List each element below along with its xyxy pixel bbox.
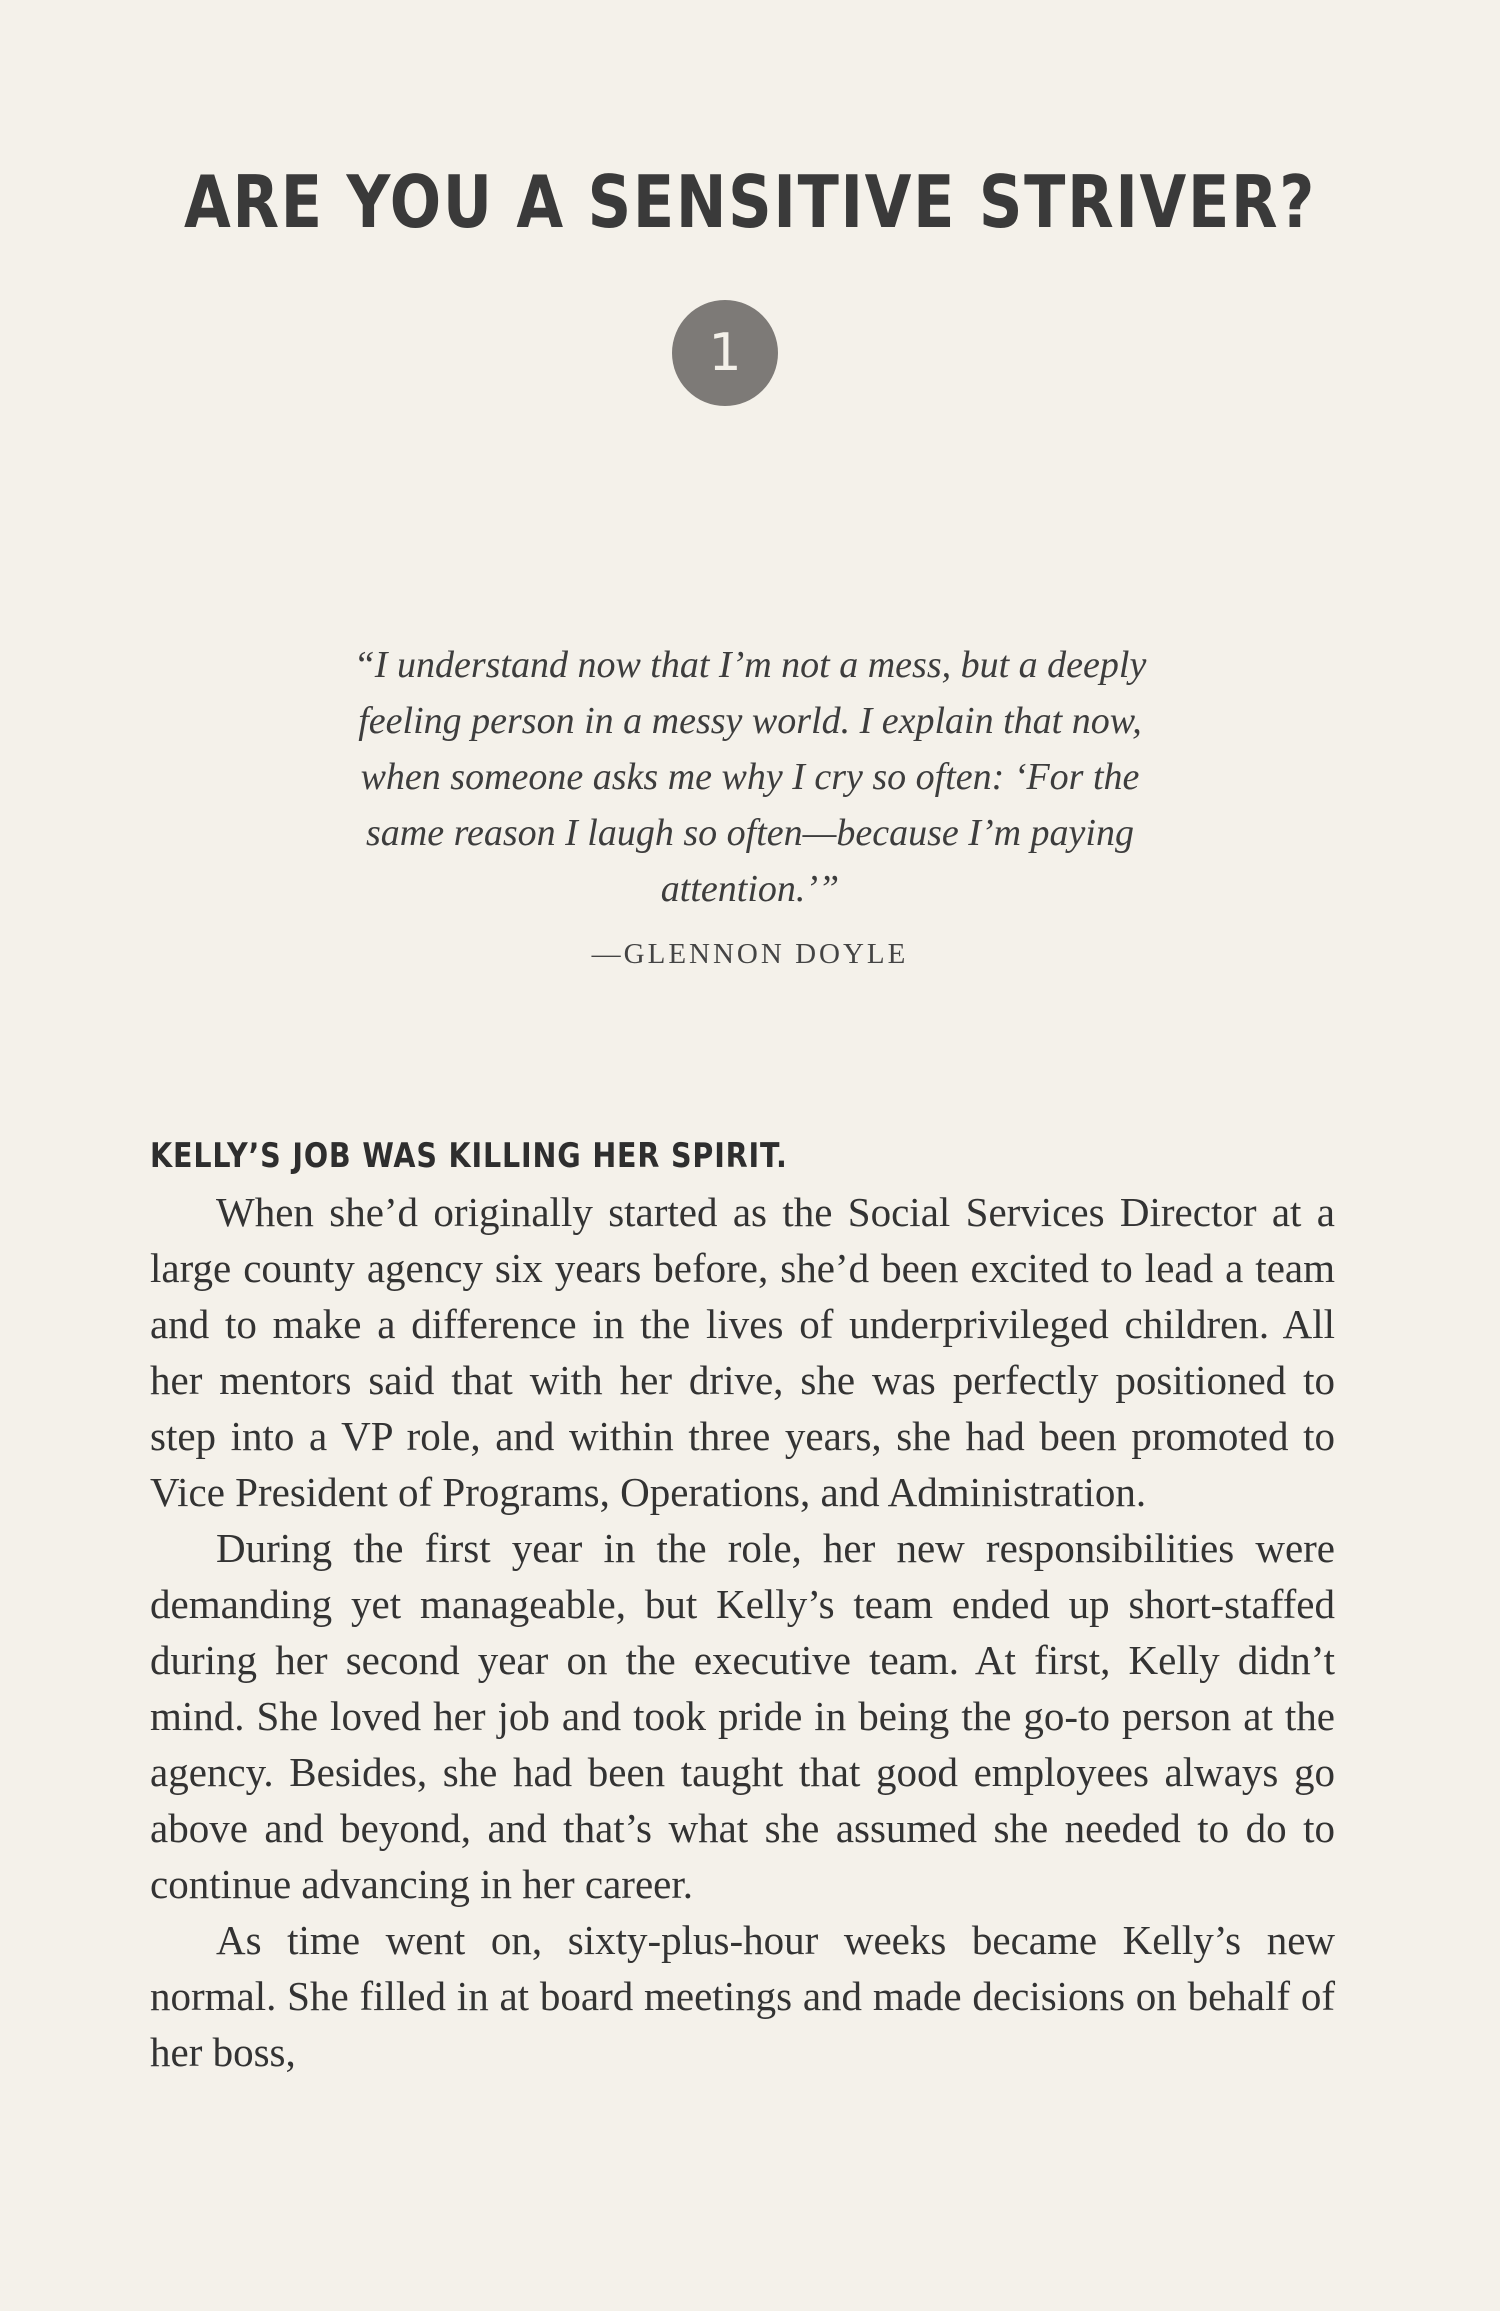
section-heading: KELLY’S JOB WAS KILLING HER SPIRIT. — [150, 1136, 788, 1176]
epigraph-attribution: —GLENNON DOYLE — [591, 938, 909, 970]
paragraph: During the first year in the role, her new responsibilities were demanding yet manageable, but Kelly’s team ended up short-staffed during her second year on the executive team. At first, Kelly didn’t mind. She loved her job and took pride in being the go-to person at the agency. Besides, she had been taught that good employees always go above and beyond, and that’s what she assumed she needed to do to continue advancing in her career. — [150, 1525, 1335, 1907]
epigraph-quote: “I understand now that I’m not a mess, but a deeply feeling person in a messy world. I explain that now, when someone asks me why I cry so often: ‘For the same reason I laugh so often—because I’m paying attention.’” — [353, 644, 1147, 910]
chapter-title: ARE YOU A SENSITIVE STRIVER? — [183, 160, 1317, 244]
chapter-number-badge: 1 — [672, 300, 778, 406]
paragraph: As time went on, sixty-plus-hour weeks became Kelly’s new normal. She filled in at board meetings and made decisions on behalf of her boss, — [150, 1917, 1335, 2075]
body-text — [150, 1184, 1335, 2080]
paragraph: When she’d originally started as the Social Services Director at a large county agency six years before, she’d been excited to lead a team and to make a difference in the lives of underprivileged children. All her mentors said that with her drive, she was perfectly positioned to step into a VP role, and within three years, she had been promoted to Vice President of Programs, Operations, and Administration. — [150, 1189, 1335, 1515]
